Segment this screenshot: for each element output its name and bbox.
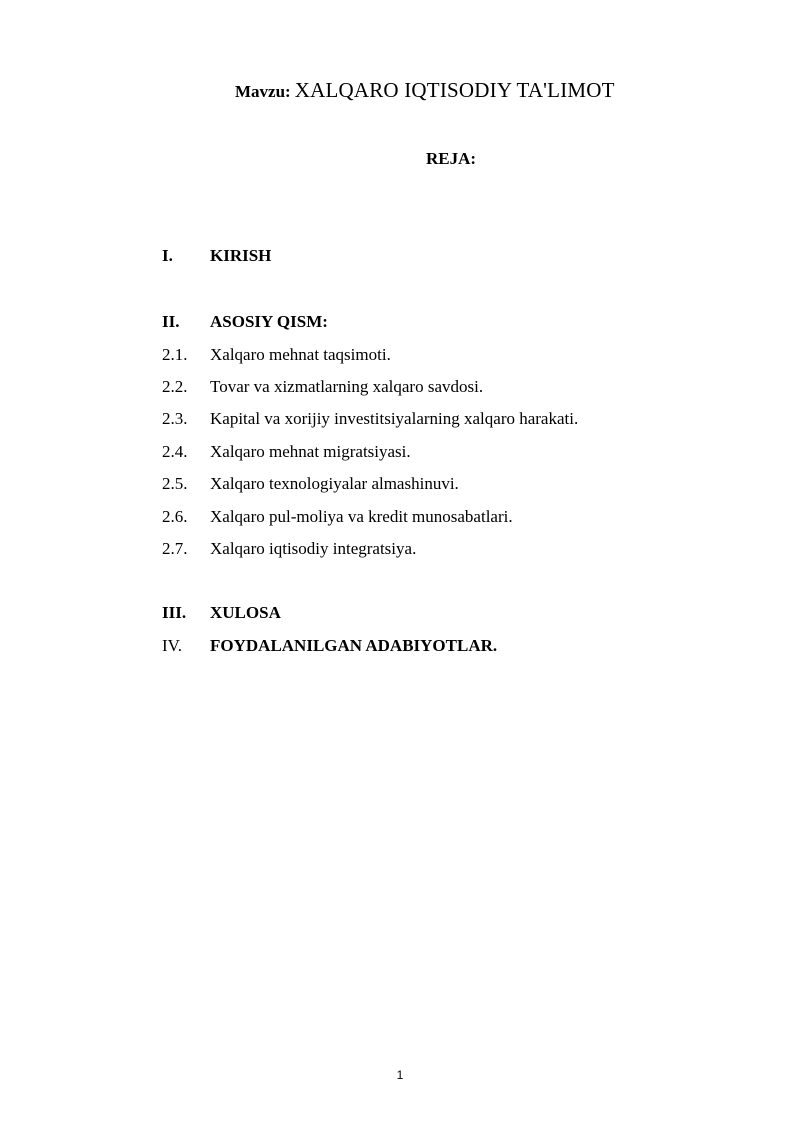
title-prefix: Mavzu: xyxy=(235,82,291,101)
plan-heading: REJA: xyxy=(426,149,477,168)
section-number: I. xyxy=(162,246,173,265)
subsection-number: 2.6. xyxy=(162,507,188,526)
subsection-item xyxy=(160,407,760,431)
subsection-item xyxy=(160,343,760,367)
section-label: ASOSIY QISM: xyxy=(210,312,328,331)
subsection-label: Tovar va xizmatlarning xalqaro savdosi. xyxy=(210,377,484,396)
subsection-label: Xalqaro mehnat migratsiyasi. xyxy=(210,442,411,461)
section-conclusion xyxy=(160,601,760,625)
subsection-number: 2.7. xyxy=(162,539,188,558)
subsection-number: 2.5. xyxy=(162,474,188,493)
subsection-number: 2.3. xyxy=(162,409,188,428)
section-main-part xyxy=(160,310,760,334)
subsection-number: 2.1. xyxy=(162,345,188,364)
subsection-number: 2.4. xyxy=(162,442,188,461)
document-title xyxy=(235,76,615,107)
section-number: II. xyxy=(162,312,180,331)
section-introduction xyxy=(160,244,760,268)
section-label: XULOSA xyxy=(210,603,281,622)
subsection-item xyxy=(160,505,760,529)
section-label: FOYDALANILGAN ADABIYOTLAR. xyxy=(210,636,498,655)
section-number: IV. xyxy=(162,636,182,655)
page-number: 1 xyxy=(396,1068,404,1082)
section-label: KIRISH xyxy=(210,246,272,265)
subsection-item xyxy=(160,375,760,399)
subsection-label: Xalqaro pul-moliya va kredit munosabatlari. xyxy=(210,507,513,526)
section-number: III. xyxy=(162,603,187,622)
subsection-label: Xalqaro iqtisodiy integratsiya. xyxy=(210,539,417,558)
title-text: XALQARO IQTISODIY TA'LIMOT xyxy=(294,78,615,102)
subsection-label: Xalqaro mehnat taqsimoti. xyxy=(210,345,391,364)
section-references xyxy=(160,634,760,658)
subsection-item xyxy=(160,537,760,561)
subsection-item xyxy=(160,472,760,496)
subsection-label: Xalqaro texnologiyalar almashinuvi. xyxy=(210,474,459,493)
subsection-label: Kapital va xorijiy investitsiyalarning xalqaro harakati. xyxy=(210,409,579,428)
subsection-number: 2.2. xyxy=(162,377,188,396)
subsection-item xyxy=(160,440,760,464)
